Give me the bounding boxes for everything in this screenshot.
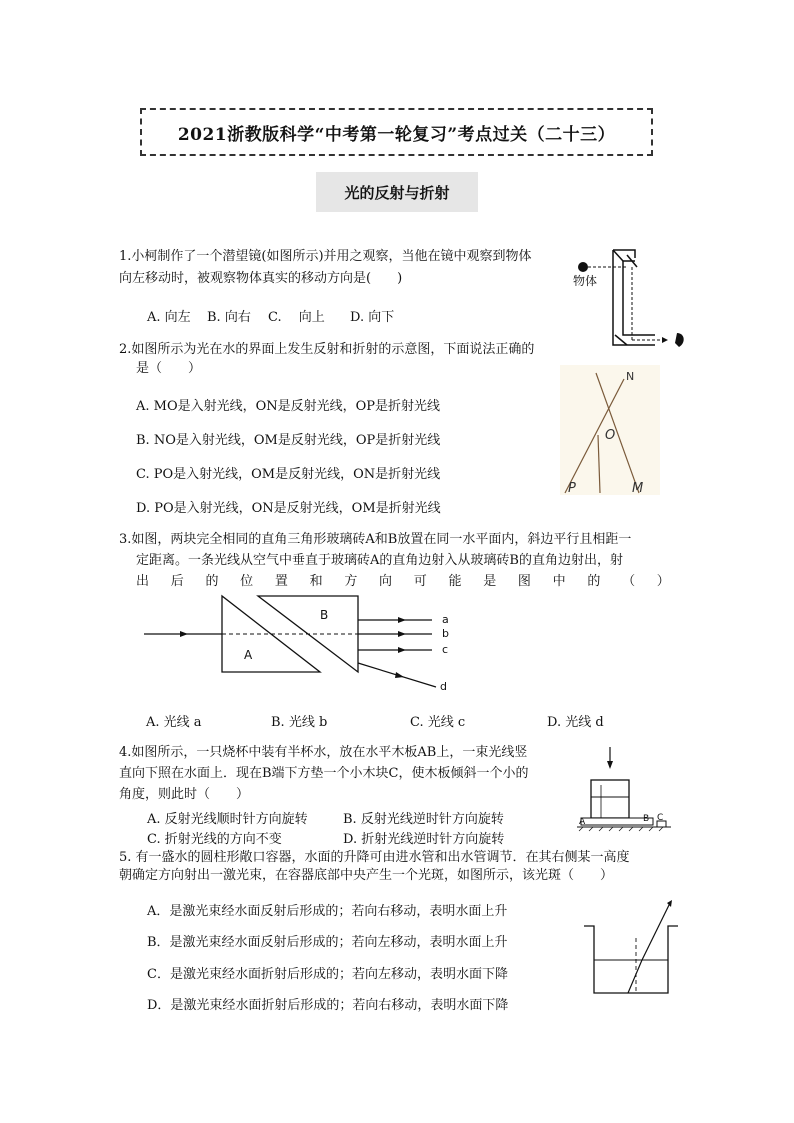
q3-line3-char: 和 bbox=[309, 574, 323, 589]
q2-option-d: D. PO是入射光线，ON是反射光线，OM是折射光线 bbox=[136, 501, 441, 516]
q4-label-b: B bbox=[643, 814, 650, 824]
q1-option-a: A. 向左 bbox=[147, 310, 191, 325]
q3-option-d: D. 光线 d bbox=[547, 715, 604, 730]
q1-option-d: D. 向下 bbox=[350, 310, 395, 325]
q2-line1: 2.如图所示为光在水的界面上发生反射和折射的示意图，下面说法正确的 bbox=[119, 342, 535, 357]
q3-option-a: A. 光线 a bbox=[146, 715, 202, 730]
q3-prism-figure bbox=[140, 590, 460, 700]
q2-label-o: O bbox=[605, 428, 616, 443]
page-title: 2021浙教版科学“中考第一轮复习”考点过关（二十三） bbox=[140, 108, 653, 156]
q5-line2: 朝确定方向射出一激光束，在容器底部中央产生一个光斑，如图所示，该光斑（ ） bbox=[119, 868, 614, 883]
q4-line1: 4.如图所示，一只烧杯中装有半杯水，放在水平木板AB上，一束光线竖 bbox=[119, 745, 528, 760]
q5-option-c: C．是激光束经水面折射后形成的；若向左移动，表明水面下降 bbox=[147, 967, 508, 982]
q4-line3: 角度，则此时（ ） bbox=[119, 787, 250, 802]
q3-label-b: b bbox=[442, 627, 449, 640]
q4-beaker-figure bbox=[575, 745, 675, 833]
q2-line2: 是（ ） bbox=[136, 361, 202, 376]
q2-option-c: C. PO是入射光线，OM是反射光线，ON是折射光线 bbox=[136, 467, 441, 482]
q1-periscope-figure bbox=[565, 245, 690, 360]
q2-reflection-figure bbox=[560, 365, 660, 495]
q3-line3-char: 中 bbox=[552, 574, 566, 589]
q5-option-d: D．是激光束经水面折射后形成的；若向右移动，表明水面下降 bbox=[147, 998, 509, 1013]
q3-line1: 3.如图，两块完全相同的直角三角形玻璃砖A和B放置在同一水平面内，斜边平行且相距一 bbox=[119, 532, 632, 547]
q3-line3-char: 方 bbox=[344, 574, 358, 589]
q1-option-b: B. 向右 bbox=[207, 310, 251, 325]
q4-option-a: A. 反射光线顺时针方向旋转 bbox=[147, 812, 308, 827]
q5-option-b: B．是激光束经水面反射后形成的；若向左移动，表明水面上升 bbox=[147, 935, 508, 950]
q3-line3 bbox=[136, 572, 670, 592]
q4-label-a: A bbox=[579, 817, 586, 827]
q5-container-figure bbox=[580, 898, 680, 998]
q3-label-prism-b: B bbox=[320, 608, 329, 622]
q3-label-prism-a: A bbox=[244, 648, 253, 662]
q2-label-p: P bbox=[568, 481, 576, 495]
q2-label-m: M bbox=[632, 481, 644, 495]
q1-line2: 向左移动时，被观察物体真实的移动方向是( ) bbox=[119, 271, 403, 286]
q2-option-a: A. MO是入射光线，ON是反射光线，OP是折射光线 bbox=[136, 399, 441, 414]
q3-line3-char: 图 bbox=[517, 574, 531, 589]
q3-line3-char: ） bbox=[656, 574, 670, 589]
q3-line3-char: 能 bbox=[448, 574, 462, 589]
q4-option-d: D. 折射光线逆时针方向旋转 bbox=[343, 832, 505, 847]
q3-line3-char: 可 bbox=[413, 574, 427, 589]
q3-line3-char: 的 bbox=[205, 574, 219, 589]
eye-icon bbox=[675, 333, 684, 347]
q4-option-c: C. 折射光线的方向不变 bbox=[147, 832, 282, 847]
q1-object-label: 物体 bbox=[573, 274, 598, 288]
q4-option-b: B. 反射光线逆时针方向旋转 bbox=[343, 812, 504, 827]
q4-line2: 直向下照在水面上．现在B端下方垫一个小木块C，使木板倾斜一个小的 bbox=[119, 766, 529, 781]
beaker bbox=[591, 780, 629, 818]
q3-line3-char: 的 bbox=[587, 574, 601, 589]
q3-label-a: a bbox=[442, 613, 449, 626]
q2-option-b: B. NO是入射光线，OM是反射光线，OP是折射光线 bbox=[136, 433, 441, 448]
q3-option-b: B. 光线 b bbox=[271, 715, 328, 730]
q3-line3-char: 出 bbox=[136, 574, 150, 589]
q3-line2: 定距离。一条光线从空气中垂直于玻璃砖A的直角边射入从玻璃砖B的直角边射出，射 bbox=[136, 553, 623, 568]
q3-option-c: C. 光线 c bbox=[410, 715, 466, 730]
q3-line3-char: 位 bbox=[240, 574, 254, 589]
q3-label-c: c bbox=[442, 643, 449, 656]
q1-line1: 1.小柯制作了一个潜望镜(如图所示)并用之观察，当他在镜中观察到物体 bbox=[119, 249, 532, 264]
q3-line3-char: 置 bbox=[274, 574, 288, 589]
object-dot bbox=[578, 262, 588, 272]
q3-line3-char: 向 bbox=[379, 574, 393, 589]
q3-line3-char: 是 bbox=[483, 574, 497, 589]
q5-line1: 5. 有一盛水的圆柱形敞口容器，水面的升降可由进水管和出水管调节．在其右侧某一高度 bbox=[119, 850, 630, 865]
q4-label-c: C bbox=[657, 813, 664, 823]
section-subtitle: 光的反射与折射 bbox=[316, 172, 478, 212]
q2-label-n: N bbox=[626, 370, 635, 383]
q3-label-d: d bbox=[440, 680, 447, 693]
q3-line3-char: （ bbox=[622, 574, 636, 589]
q3-line3-char: 后 bbox=[170, 574, 184, 589]
q5-option-a: A．是激光束经水面反射后形成的；若向右移动，表明水面上升 bbox=[147, 904, 508, 919]
q1-option-c: C. 向上 bbox=[268, 310, 325, 325]
